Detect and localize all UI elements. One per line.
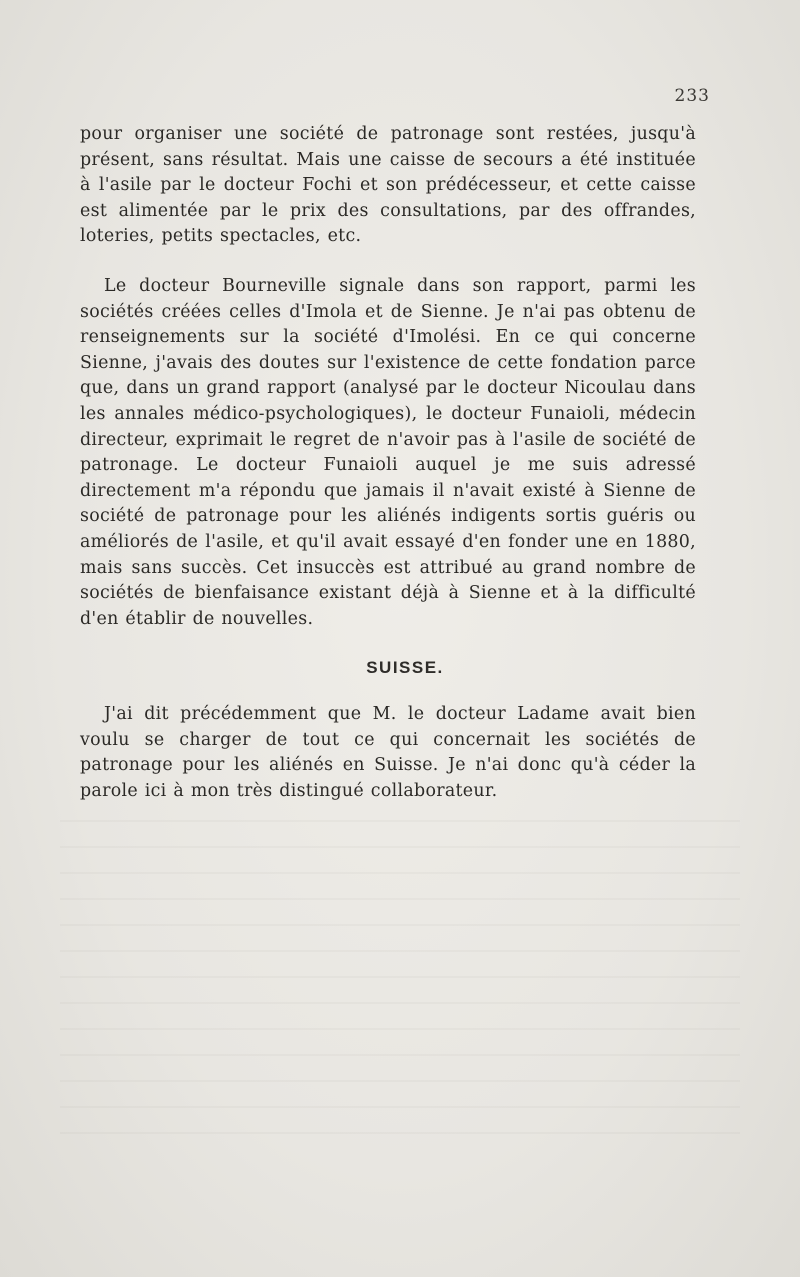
paragraph-continued: pour organiser une société de patronage sont restées, jusqu'à présent, sans résultat. Mais une caisse de secours a été instituée à l'asile par le docteur Fochi et son prédécesseur, et cette caisse est alimentée par le prix des consultations, par des offrandes, loteries, petits spectacles, etc.: [80, 124, 696, 247]
section-heading-suisse: SUISSE.: [366, 658, 444, 678]
paragraph-sienne: Le docteur Bourneville signale dans son rapport, parmi les sociétés créées celles d'Imola et de Sienne. Je n'ai pas obtenu de renseignements sur la société d'Imolési. En ce qui concerne Sienne, j'avais des doutes sur l'existence de cette fondation parce que, dans un grand rapport (analysé par le docteur Nicoulau dans les annales médico-psychologiques), le docteur Funaioli, médecin directeur, exprimait le regret de n'avoir pas à l'asile de société de patronage. Le docteur Funaioli auquel je me suis adressé directement m'a répondu que jamais il n'avait existé à Sienne de société de patronage pour les aliénés indigents sortis guéris ou améliorés de l'asile, et qu'il avait essayé d'en fonder une en 1880, mais sans succès. Cet insuccès est attribué au grand nombre de sociétés de bienfaisance existant déjà à Sienne et à la difficulté d'en établir de nouvelles.: [80, 275, 696, 629]
paragraph-suisse: J'ai dit précédemment que M. le docteur Ladame avait bien voulu se charger de tout ce qui concernait les sociétés de patronage pour les aliénés en Suisse. Je n'ai donc qu'à céder la parole ici à mon très distingué collaborateur.: [80, 704, 696, 802]
page-number: 233: [674, 86, 710, 106]
text-body: [80, 122, 696, 805]
show-through-background: [60, 820, 740, 1140]
